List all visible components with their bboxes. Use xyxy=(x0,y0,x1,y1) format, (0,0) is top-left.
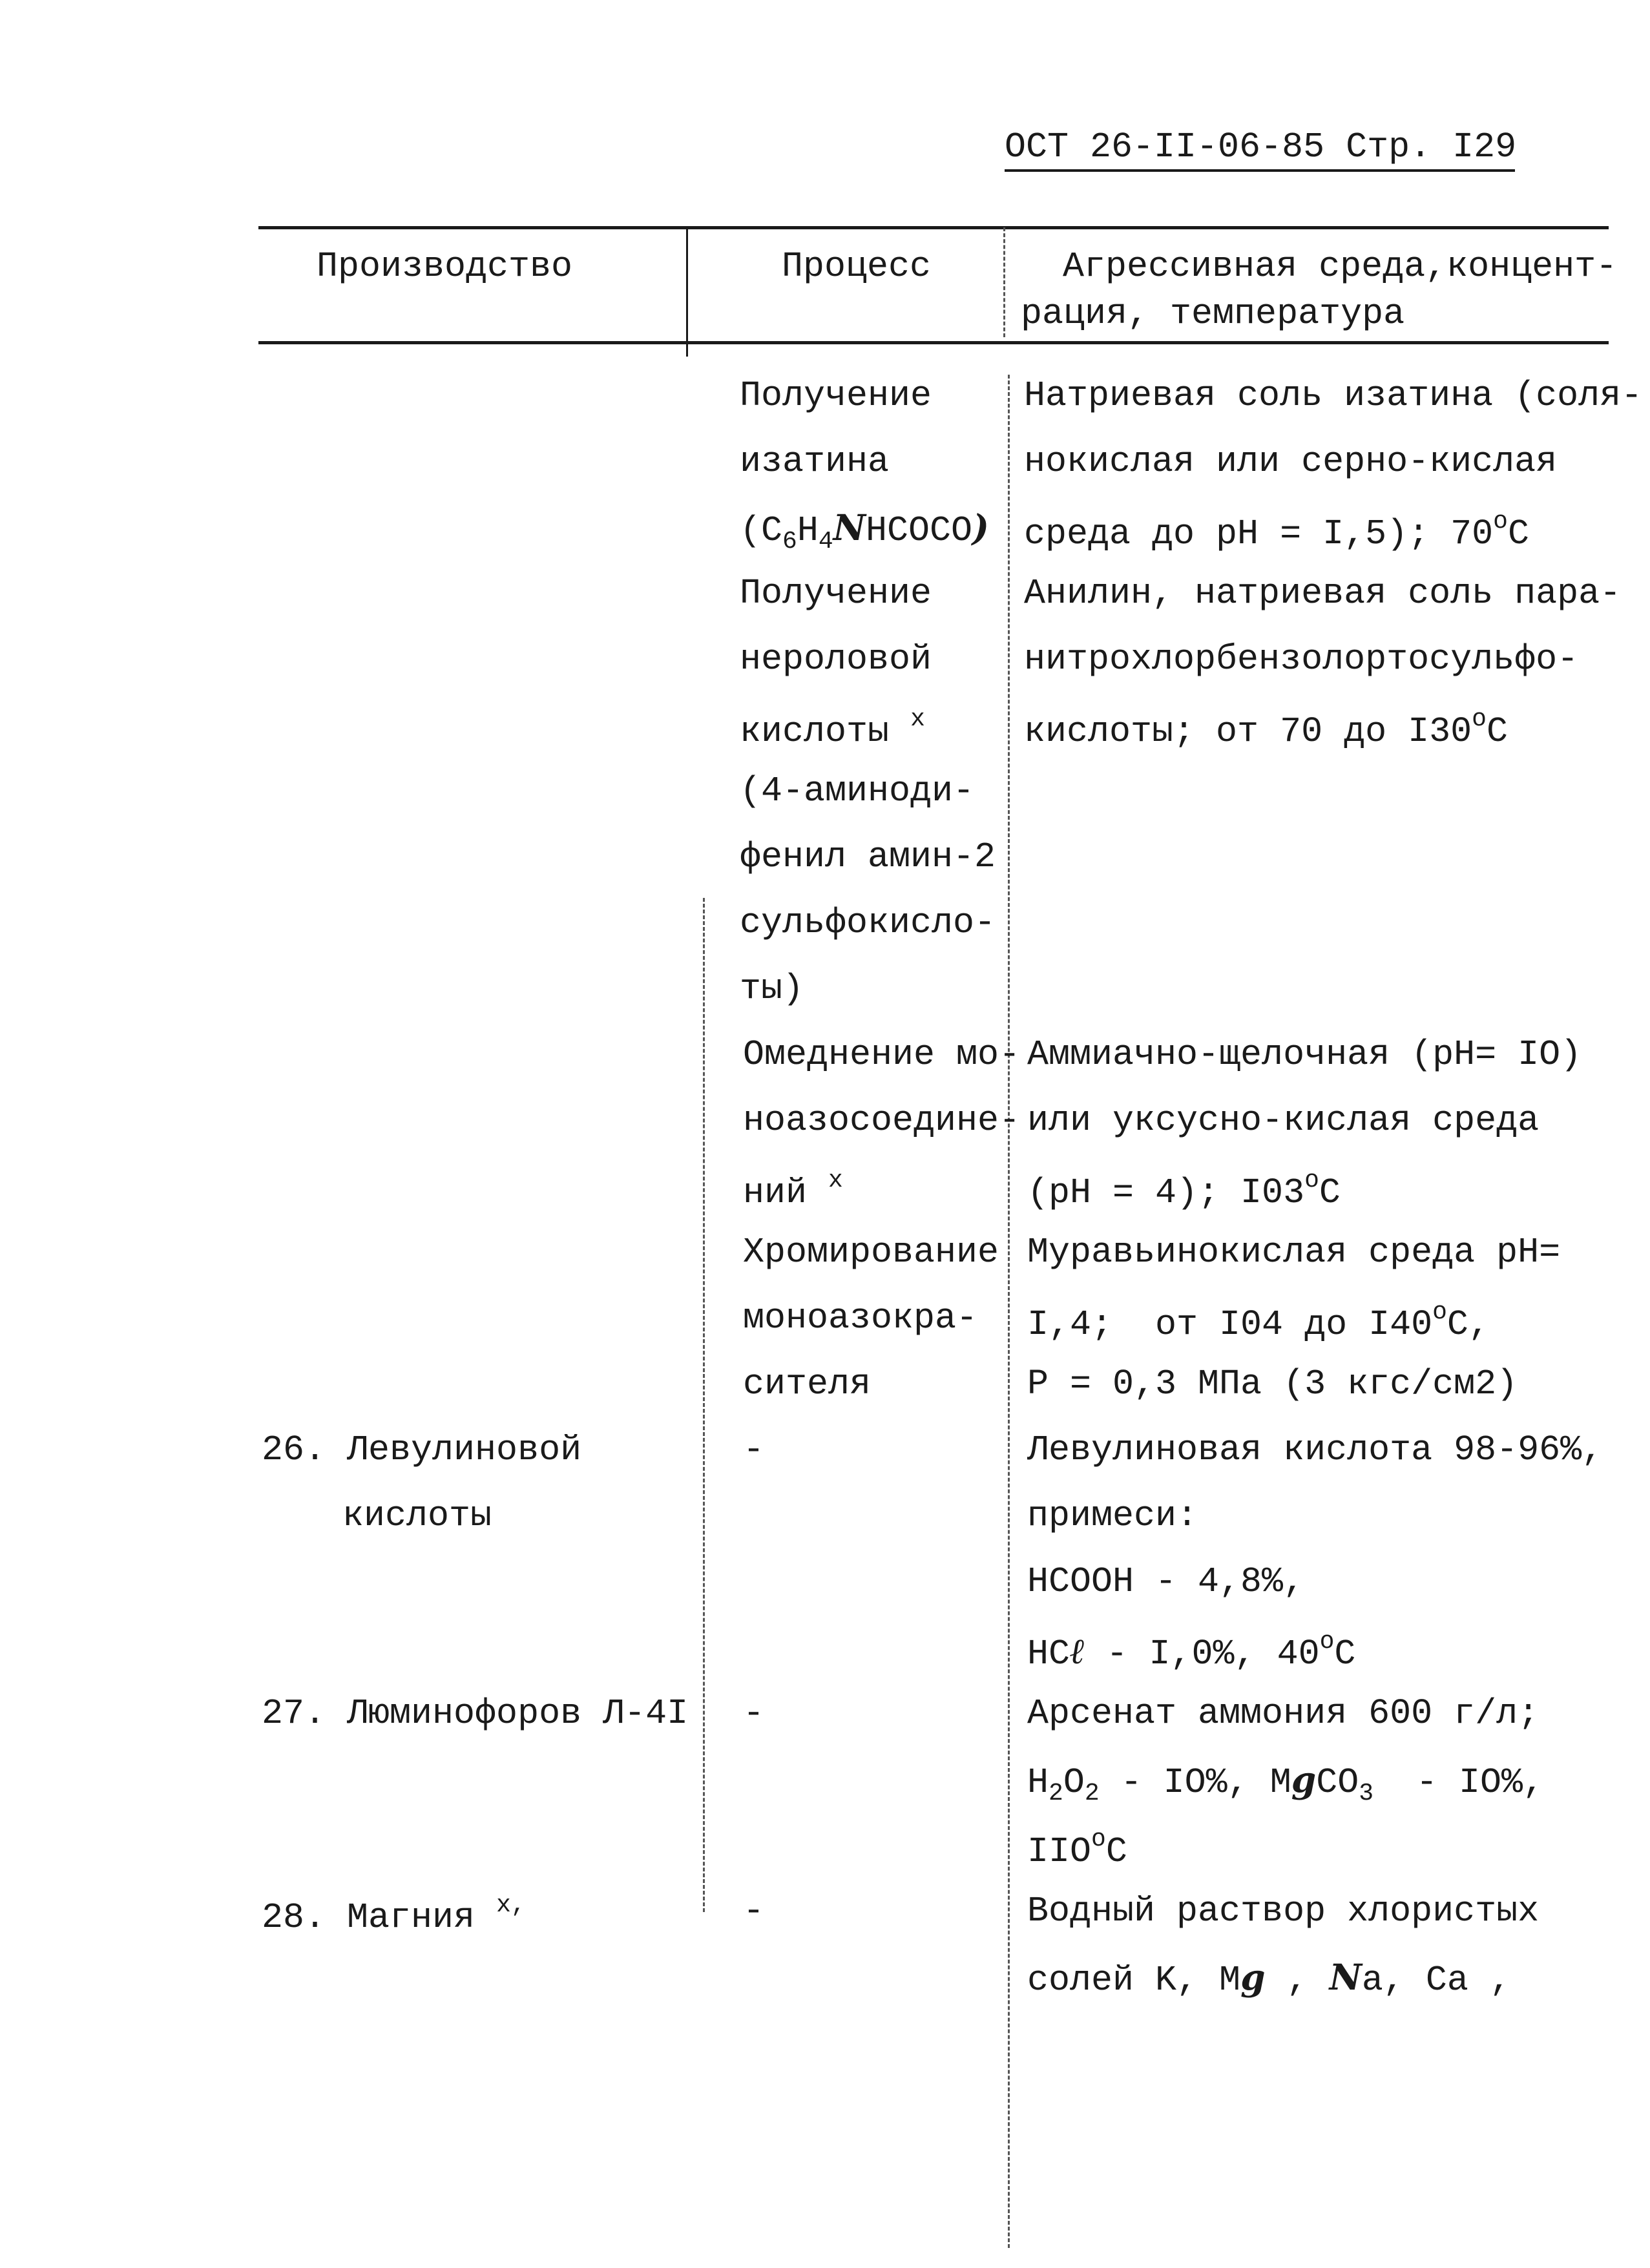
medium-text: или уксусно-кислая среда xyxy=(1027,1100,1540,1141)
process-text: ний $^x$ xyxy=(743,1167,843,1213)
process-text: Получение xyxy=(740,375,932,416)
header-underline xyxy=(1005,169,1515,172)
column-header-medium-line2: рация, температура xyxy=(1021,293,1405,334)
medium-text: (pH = 4); I03$^o$C xyxy=(1027,1167,1341,1213)
production-text: 27. Люминофоров Л-4I xyxy=(262,1693,689,1734)
document-reference: ОСТ 26-II-06-85 Стр. I29 xyxy=(1005,127,1517,167)
production-text: 28. Магния $^{x,}$ xyxy=(262,1891,526,1938)
production-text: кислоты xyxy=(342,1495,492,1536)
process-text: Получение xyxy=(740,573,932,614)
medium-text: кислоты; от 70 до I30$^o$C xyxy=(1024,705,1508,752)
process-text: Хромирование xyxy=(743,1232,999,1273)
process-text: кислоты $^x$ xyxy=(740,705,925,752)
medium-text: Анилин, натриевая соль пара- xyxy=(1024,573,1622,614)
production-text: 26. Левулиновой xyxy=(262,1430,582,1470)
medium-text: нокислая или серно-кислая xyxy=(1024,441,1558,482)
medium-text: Левулиновая кислота 98-96%, xyxy=(1027,1430,1603,1470)
table-top-rule xyxy=(258,226,1609,229)
process-formula: $(C_6H_4NHCOCO)$ xyxy=(740,506,989,556)
process-text: сульфокисло- xyxy=(740,902,996,943)
process-text: ноазосоедине- xyxy=(743,1100,1021,1141)
column-divider-1 xyxy=(703,898,705,1912)
medium-text: Водный раствор хлористых xyxy=(1027,1891,1540,1931)
process-dash: - xyxy=(743,1891,765,1931)
column-header-medium-line1: Агрессивная среда,концент- xyxy=(1063,246,1618,287)
medium-text: HCOOH - 4,8%, xyxy=(1027,1561,1305,1602)
medium-text: Муравьинокислая среда pH= xyxy=(1027,1232,1561,1273)
process-text: нероловой xyxy=(740,639,932,680)
process-text: сителя xyxy=(743,1364,872,1404)
column-divider-1-header xyxy=(686,227,688,357)
process-text: изатина xyxy=(740,441,890,482)
process-text: ты) xyxy=(740,968,804,1009)
medium-text: I,4; от I04 до I40$^o$C, xyxy=(1027,1298,1490,1345)
column-divider-2 xyxy=(1008,375,1010,2248)
medium-text: IIO$^o$C xyxy=(1027,1826,1127,1872)
column-header-process: Процесс xyxy=(782,246,932,287)
process-dash: - xyxy=(743,1693,765,1734)
column-divider-2-header xyxy=(1003,227,1005,337)
medium-text: примеси: xyxy=(1027,1495,1198,1536)
medium-text: Аммиачно-щелочная (pH= IO) xyxy=(1027,1034,1582,1075)
process-text: Омеднение мо- xyxy=(743,1034,1021,1075)
medium-text: нитрохлорбензолортосульфо- xyxy=(1024,639,1579,680)
column-header-production: Производство xyxy=(317,246,573,287)
medium-text: Арсенат аммония 600 г/л; xyxy=(1027,1693,1540,1734)
table-header-rule xyxy=(258,341,1609,344)
medium-text: солей K, Mg , Na, Ca , xyxy=(1027,1956,1511,2001)
medium-text: среда до pH = I,5); 70$^o$C xyxy=(1024,508,1529,554)
medium-text: P = 0,3 МПа (3 кгс/см2) xyxy=(1027,1364,1518,1404)
medium-text: Натриевая соль изатина (соля- xyxy=(1024,375,1643,416)
process-text: моноазокра- xyxy=(743,1298,978,1338)
process-text: (4-аминоди- xyxy=(740,771,975,811)
process-dash: - xyxy=(743,1430,765,1470)
medium-text: $H_2O_2 - IO\%$, MgCO$_3$ - IO%, xyxy=(1027,1758,1545,1807)
process-text: фенил амин-2 xyxy=(740,837,996,877)
medium-text: HCℓ - I,0%, 40$^o$C xyxy=(1027,1628,1356,1674)
